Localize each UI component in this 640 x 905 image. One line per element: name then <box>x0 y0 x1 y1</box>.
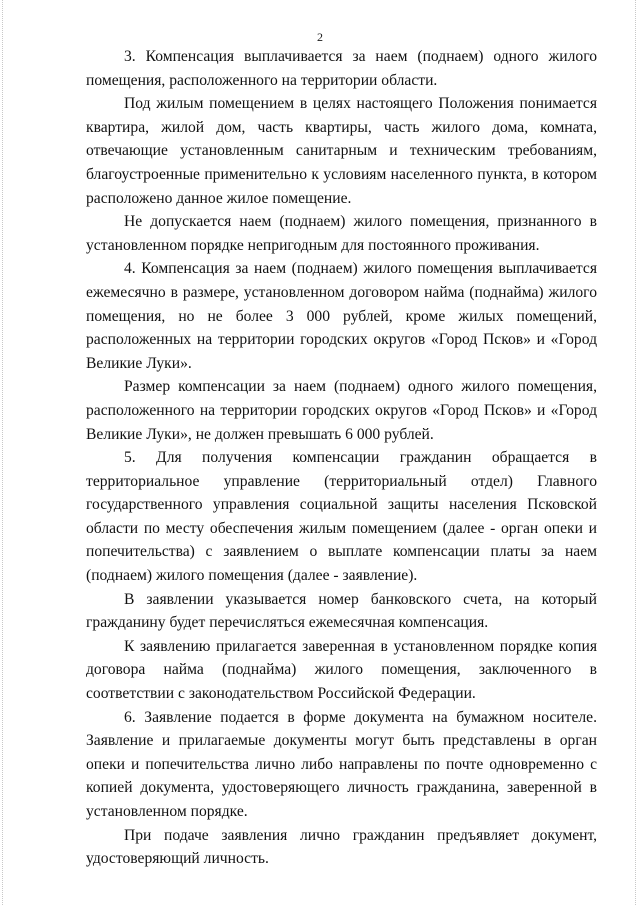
scan-edge-right <box>635 0 637 905</box>
scan-edge-left <box>2 0 4 905</box>
paragraph-contract-copy: К заявлению прилагается заверенная в установленном порядке копия договора найма (поднайма) жилого помещения, заключенного в соответствии с законодательством Российской Федерации. <box>86 637 597 703</box>
paragraph-6-submission: 6. Заявление подается в форме документа на бумажном носителе. Заявление и прилагаемые документы могут быть представлены в орган опеки и попечительства лично либо направлены по почте одновременно с копией документа, удостоверяющего личность гражданина, заверенной в установленном порядке. <box>86 708 597 820</box>
document-body <box>86 45 597 871</box>
page-number: 2 <box>317 30 323 44</box>
paragraph-5-application: 5. Для получения компенсации гражданин обращается в территориальное управление (территориальный отдел) Главного государственного управления социальной защиты населения Псковской области по месту обеспечения жилым помещением (далее - орган опеки и попечительства) с заявлением о выплате компенсации платы за наем (поднаем) жилого помещения (далее - заявление). <box>86 449 597 585</box>
paragraph-unfit-dwelling: Не допускается наем (поднаем) жилого помещения, признанного в установленном порядке непригодным для постоянного проживания. <box>86 213 597 254</box>
paragraph-3-compensation: 3. Компенсация выплачивается за наем (поднаем) одного жилого помещения, расположенного на территории области. <box>86 48 597 89</box>
paragraph-identity-document: При подаче заявления лично гражданин предъявляет документ, удостоверяющий личность. <box>86 826 597 868</box>
paragraph-city-limit: Размер компенсации за наем (поднаем) одного жилого помещения, расположенного на территории городских округов «Город Псков» и «Город Великие Луки», не должен превышать 6 000 рублей. <box>86 378 597 443</box>
paragraph-bank-account: В заявлении указывается номер банковского счета, на который гражданину будет перечисляться ежемесячная компенсация. <box>86 590 597 632</box>
paragraph-dwelling-definition: Под жилым помещением в целях настоящего Положения понимается квартира, жилой дом, часть квартиры, часть жилого дома, комната, отвечающие установленным санитарным и техническим требованиям, благоустроенные применительно к условиям населенного пункта, в котором расположено данное жилое помещение. <box>86 95 597 207</box>
paragraph-4-monthly-amount: 4. Компенсация за наем (поднаем) жилого помещения выплачивается ежемесячно в размере, установленном договором найма (поднайма) жилого помещения, но не более 3 000 рублей, кроме жилых помещений, расположенных на территории городских округов «Город Псков» и «Город Великие Луки». <box>86 260 597 372</box>
